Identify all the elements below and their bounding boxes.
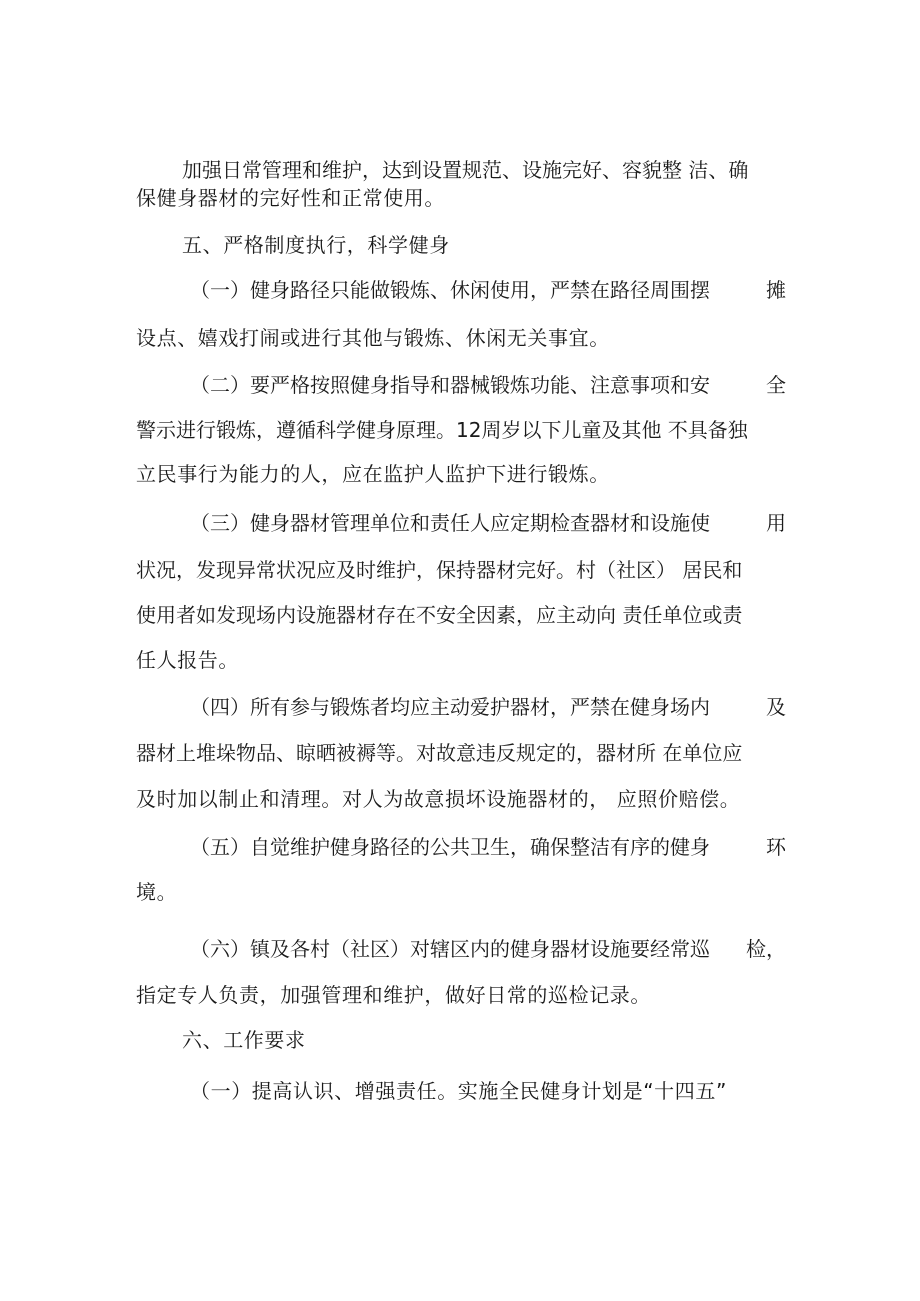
paragraph-text: （二）要严格按照健身指导和器械锻炼功能、注意事项和安: [190, 373, 710, 397]
paragraph-text: （五）自觉维护健身路径的公共卫生，确保整洁有序的健身: [190, 835, 710, 859]
paragraph-line: [190, 833, 786, 861]
section-heading: [182, 231, 786, 259]
paragraph-line: [136, 460, 786, 488]
paragraph-text: 用: [766, 511, 786, 535]
paragraph-text: 全: [766, 373, 786, 397]
paragraph-line: [136, 416, 786, 444]
paragraph-text: 警示进行锻炼，遵循科学健身原理。12周岁以下儿童及其他 不具备独: [136, 418, 748, 442]
paragraph-text: 检，: [746, 937, 786, 961]
paragraph-text: 环: [766, 835, 786, 859]
paragraph-line: [136, 878, 786, 906]
paragraph-line: [182, 156, 786, 184]
paragraph-text: 摊: [766, 278, 786, 302]
paragraph-text: 境。: [136, 880, 178, 904]
paragraph-line: [136, 646, 786, 674]
paragraph-text: 立民事行为能力的人，应在监护人监护下进行锻炼。: [136, 462, 610, 486]
paragraph-text: 保健身器材的完好性和正常使用。: [136, 186, 445, 210]
paragraph-line: [190, 509, 786, 537]
paragraph-line: [136, 324, 786, 352]
paragraph-text: 器材上堆垛物品、晾晒被褥等。对故意违反规定的，器材所 在单位应: [136, 741, 743, 765]
paragraph-line: [190, 935, 786, 963]
paragraph-text: 任人报告。: [136, 648, 239, 672]
paragraph-line: [190, 276, 786, 304]
paragraph-text: 使用者如发现场内设施器材存在不安全因素，应主动向 责任单位或责: [136, 603, 743, 627]
paragraph-line: [136, 556, 786, 584]
paragraph-text: 设点、嬉戏打闹或进行其他与锻炼、休闲无关事宜。: [136, 326, 610, 350]
paragraph-text: 状况，发现异常状况应及时维护，保持器材完好。村（社区） 居民和: [136, 558, 743, 582]
section-heading-text: 六、工作要求: [182, 1028, 306, 1052]
paragraph-line: [136, 184, 786, 212]
paragraph-text: （一）提高认识、增强责任。实施全民健身计划是“十四五”: [190, 1079, 727, 1103]
paragraph-text: （四）所有参与锻炼者均应主动爱护器材，严禁在健身场内: [190, 695, 710, 719]
paragraph-line: [136, 981, 786, 1009]
paragraph-text: （三）健身器材管理单位和责任人应定期检查器材和设施使: [190, 511, 710, 535]
paragraph-text: 及时加以制止和清理。对人为故意损坏设施器材的， 应照价赔偿。: [136, 787, 741, 811]
paragraph-text: 加强日常管理和维护，达到设置规范、设施完好、容貌整 洁、确: [182, 158, 749, 182]
paragraph-line: [190, 1077, 786, 1105]
paragraph-line: [136, 601, 786, 629]
paragraph-line: [136, 785, 786, 813]
paragraph-line: [190, 371, 786, 399]
section-heading: [182, 1026, 786, 1054]
paragraph-text: （一）健身路径只能做锻炼、休闲使用，严禁在路径周围摆: [190, 278, 710, 302]
paragraph-text: 指定专人负责，加强管理和维护，做好日常的巡检记录。: [136, 983, 651, 1007]
paragraph-text: 及: [766, 695, 786, 719]
paragraph-line: [190, 693, 786, 721]
paragraph-line: [136, 739, 786, 767]
section-heading-text: 五、严格制度执行，科学健身: [182, 233, 450, 257]
paragraph-text: （六）镇及各村（社区）对辖区内的健身器材设施要经常巡: [190, 937, 710, 961]
